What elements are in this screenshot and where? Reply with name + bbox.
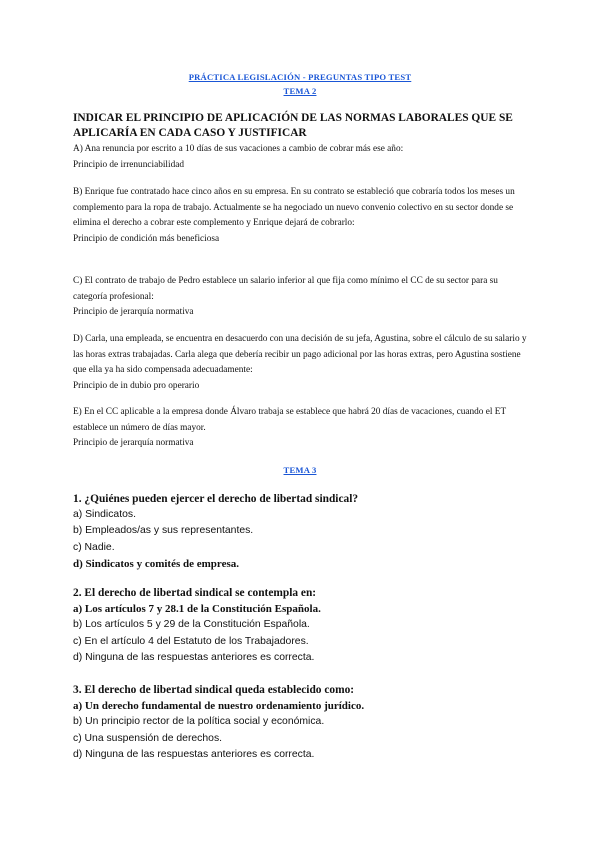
answer-option: c) Una suspensión de derechos.: [73, 732, 223, 744]
answer-option: a) Sindicatos.: [73, 509, 136, 521]
case-text: A) Ana renuncia por escrito a 10 días de sus vacaciones a cambio de cobrar más ese año:: [73, 144, 404, 154]
question-text: 2. El derecho de libertad sindical se contempla en:: [73, 587, 317, 599]
answer-option-correct: a) Los artículos 7 y 28.1 de la Constitución Española.: [73, 603, 321, 616]
case-item: [73, 332, 533, 394]
case-item: [73, 405, 533, 452]
case-item: [73, 142, 533, 173]
case-text: B) Enrique fue contratado hace cinco años en su empresa. En su contrato se estableció que cobraría todos los meses un complemento para la ropa de trabajo. Actualmente se ha negociado un nuevo convenio colectivo en su sector donde se elimina el derecho a cobrar este complemento y Enrique dejará de cobrarlo:: [73, 187, 515, 228]
section-heading-tema3: TEMA 3: [283, 465, 317, 475]
case-answer: Principio de jerarquía normativa: [73, 307, 194, 317]
case-answer: Principio de condición más beneficiosa: [73, 233, 220, 244]
document-title: PRÁCTICA LEGISLACIÓN - PREGUNTAS TIPO TEST: [188, 72, 412, 82]
case-text: D) Carla, una empleada, se encuentra en desacuerdo con una decisión de su jefa, Agustina, sobre el cálculo de su salario y las horas extras trabajadas. Carla alega que debería recibir un pago adicional por las horas extras, pero Agustina sostiene que ella ya ha sido compensada adecuadamente:: [73, 334, 527, 375]
case-text: C) El contrato de trabajo de Pedro establece un salario inferior al que fija como mínimo el CC de su sector para su categoría profesional:: [73, 276, 498, 302]
instruction-heading: INDICAR EL PRINCIPIO DE APLICACIÓN DE LAS NORMAS LABORALES QUE SE APLICARÍA EN CADA CASO Y JUSTIFICAR: [73, 112, 513, 139]
answer-option-correct: d) Sindicatos y comités de empresa.: [73, 557, 240, 570]
answer-option: c) Nadie.: [73, 541, 115, 553]
answer-option: d) Ninguna de las respuestas anteriores es correcta.: [73, 748, 315, 760]
question-block: [73, 491, 533, 572]
case-answer: Principio de irrenunciabilidad: [73, 159, 185, 170]
answer-option-correct: a) Un derecho fundamental de nuestro ordenamiento jurídico.: [73, 700, 365, 713]
section-heading-tema2: TEMA 2: [283, 86, 317, 96]
question-block: [73, 682, 533, 763]
answer-option: b) Empleados/as y sus representantes.: [73, 525, 254, 537]
question-text: 1. ¿Quiénes pueden ejercer el derecho de libertad sindical?: [73, 493, 359, 505]
case-item: [73, 274, 533, 321]
answer-option: b) Un principio rector de la política social y económica.: [73, 716, 325, 728]
case-answer: Principio de jerarquía normativa: [73, 438, 194, 448]
answer-option: d) Ninguna de las respuestas anteriores es correcta.: [73, 651, 315, 663]
case-text: E) En el CC aplicable a la empresa donde Álvaro trabaja se establece que habrá 20 días de vacaciones, cuando el ET establece un número de días mayor.: [73, 407, 506, 433]
question-text: 3. El derecho de libertad sindical queda establecido como:: [73, 684, 355, 696]
answer-option: c) En el artículo 4 del Estatuto de los Trabajadores.: [73, 635, 309, 647]
question-block: [73, 585, 533, 666]
answer-option: b) Los artículos 5 y 29 de la Constitución Española.: [73, 619, 310, 631]
case-answer: Principio de in dubio pro operario: [73, 380, 200, 391]
case-item: [73, 185, 533, 247]
